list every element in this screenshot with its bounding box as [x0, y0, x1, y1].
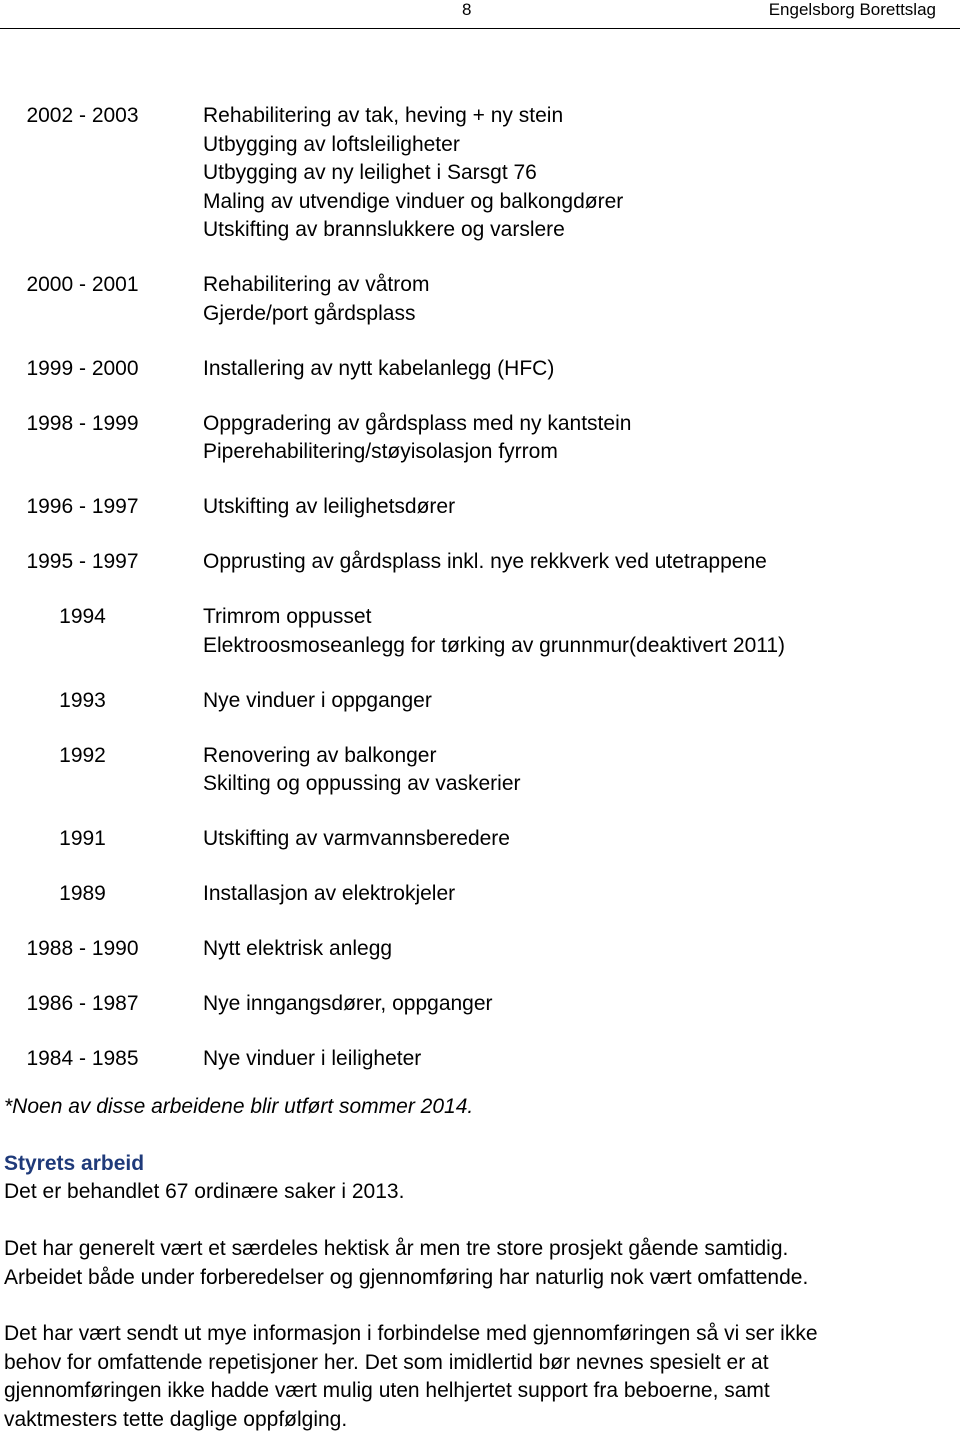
timeline-item: Utskifting av brannslukkere og varslere: [203, 218, 565, 241]
timeline-entry: [0, 742, 960, 799]
timeline-item: Gjerde/port gårdsplass: [203, 301, 416, 325]
timeline-entry: [0, 687, 960, 716]
timeline-period: 1994: [59, 605, 106, 628]
timeline-entry: [0, 102, 960, 245]
timeline-items: [165, 687, 960, 716]
maintenance-timeline: [0, 102, 960, 1100]
board-paragraph-2-line: Arbeidet både under forberedelser og gjennomføring har naturlig nok vært omfattende.: [4, 1265, 809, 1289]
timeline-item: Rehabilitering av tak, heving + ny stein: [203, 104, 564, 127]
timeline-period: 1986 - 1987: [26, 992, 139, 1015]
timeline-entry: [0, 548, 960, 577]
timeline-period: 1991: [59, 827, 106, 850]
timeline-entry: [0, 990, 960, 1019]
timeline-items: [165, 410, 960, 467]
timeline-item: Oppgradering av gårdsplass med ny kantstein: [203, 411, 632, 435]
timeline-period: 1996 - 1997: [26, 495, 139, 518]
board-paragraph-1-text: Det er behandlet 67 ordinære saker i 2013.: [4, 1180, 405, 1203]
timeline-item: Nye vinduer i leiligheter: [203, 1047, 422, 1070]
timeline-item: Utbygging av loftsleiligheter: [203, 132, 460, 156]
timeline-entry: [0, 493, 960, 522]
header-title: Engelsborg Borettslag: [768, 0, 936, 19]
timeline-period: 1989: [59, 882, 106, 905]
footnote: *Noen av disse arbeidene blir utført sommer 2014.: [4, 1095, 474, 1118]
timeline-period: 2000 - 2001: [26, 273, 139, 296]
timeline-entry: [0, 825, 960, 854]
timeline-item: Elektroosmoseanlegg for tørking av grunnmur(deaktivert 2011): [203, 633, 786, 657]
timeline-period: 1993: [59, 688, 106, 712]
timeline-item: Nye vinduer i oppganger: [203, 688, 432, 712]
timeline-entry: [0, 603, 960, 660]
timeline-item: Rehabilitering av våtrom: [203, 273, 430, 296]
timeline-items: [165, 1045, 960, 1074]
timeline-items: [165, 493, 960, 522]
board-paragraph-2: [4, 1235, 956, 1292]
board-paragraph-3-line: gjennomføringen ikke hadde vært mulig uten helhjertet support fra beboerne, samt: [4, 1379, 770, 1402]
timeline-period: 1984 - 1985: [26, 1047, 139, 1070]
section-heading: Styrets arbeid: [4, 1152, 145, 1175]
timeline-item: Utskifting av varmvannsberedere: [203, 827, 510, 850]
timeline-items: [165, 548, 960, 577]
timeline-item: Trimrom oppusset: [203, 605, 372, 628]
timeline-entry: [0, 880, 960, 909]
timeline-entry: [0, 271, 960, 328]
timeline-entry: [0, 935, 960, 964]
timeline-entry: [0, 1045, 960, 1074]
timeline-period: 1998 - 1999: [26, 411, 139, 435]
timeline-items: [165, 825, 960, 854]
timeline-entry: [0, 410, 960, 467]
page-header: [0, 0, 960, 24]
timeline-items: [165, 603, 960, 660]
timeline-item: Maling av utvendige vinduer og balkongdører: [203, 189, 624, 213]
timeline-entry: [0, 355, 960, 384]
timeline-item: Utskifting av leilighetsdører: [203, 495, 456, 518]
timeline-items: [165, 271, 960, 328]
board-paragraph-3-line: behov for omfattende repetisjoner her. Det som imidlertid bør nevnes spesielt er at: [4, 1350, 769, 1374]
timeline-item: Skilting og oppussing av vaskerier: [203, 772, 521, 795]
board-paragraph-3: [4, 1320, 956, 1434]
timeline-item: Nye inngangsdører, oppganger: [203, 992, 493, 1015]
timeline-items: [165, 355, 960, 384]
timeline-items: [165, 742, 960, 799]
timeline-items: [165, 990, 960, 1019]
timeline-period: 1995 - 1997: [26, 550, 139, 573]
board-paragraph-3-line: Det har vært sendt ut mye informasjon i forbindelse med gjennomføringen så vi ser ikke: [4, 1322, 818, 1345]
timeline-item: Opprusting av gårdsplass inkl. nye rekkverk ved utetrappene: [203, 550, 767, 573]
timeline-items: [165, 102, 960, 245]
timeline-item: Utbygging av ny leilighet i Sarsgt 76: [203, 161, 537, 184]
timeline-item: Renovering av balkonger: [203, 743, 437, 767]
board-paragraph-3-line: vaktmesters tette daglige oppfølging.: [4, 1407, 348, 1431]
timeline-period: 1988 - 1990: [26, 937, 139, 960]
timeline-period: 2002 - 2003: [26, 104, 139, 127]
board-paragraph-1: [4, 1178, 956, 1207]
timeline-items: [165, 880, 960, 909]
board-paragraph-2-line: Det har generelt vært et særdeles hektisk år men tre store prosjekt gående samtidig.: [4, 1237, 789, 1260]
timeline-item: Piperehabilitering/støyisolasjon fyrrom: [203, 440, 558, 463]
header-divider: [0, 28, 960, 29]
page-number: 8: [462, 0, 472, 19]
timeline-item: Nytt elektrisk anlegg: [203, 937, 393, 960]
timeline-items: [165, 935, 960, 964]
timeline-item: Installasjon av elektrokjeler: [203, 882, 456, 905]
timeline-item: Installering av nytt kabelanlegg (HFC): [203, 356, 555, 380]
timeline-period: 1992: [59, 743, 106, 767]
timeline-period: 1999 - 2000: [26, 356, 139, 380]
